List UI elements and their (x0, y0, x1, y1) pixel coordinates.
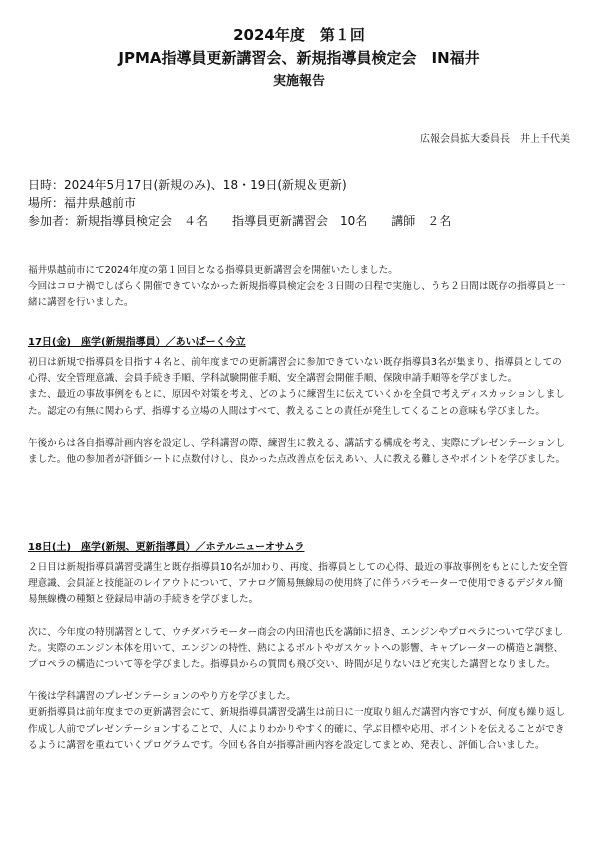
day18-paragraph-1: ２日目は新規指導員講習受講生と既存指導員10名が加わり、再度、指導員としての心得、最近の事故事例をもとにした安全管理意識、会員証と技能証のレイアウトについて、アナログ簡易無線局の使用終了に伴うパラモーターで使用できるデジタル簡易無線機の種類と登録局申請の手続きを学びました。 (28, 562, 568, 606)
event-info (28, 176, 451, 230)
event-date: 日時：2024年5月17日(新規のみ)、18・19日(新規＆更新) (28, 178, 347, 192)
day17-paragraph-2: また、最近の事故事例をもとに、原因や対策を考え、どのように練習生に伝えていくかを全員で考えディスカッションしました。認定の有無に関わらず、指導する立場の人間はすべて、教えることの責任が発生してくることの意味も学びました。 (28, 389, 565, 417)
paragraph-gap (28, 420, 570, 436)
day17-paragraph-3: 午後からは各自指導計画内容を設定し、学科講習の際、練習生に教える、講話する構成を考え、実際にプレゼンテーションしました。他の参加者が評価シートに点数付けし、良かった点改善点を伝えあい、人に教える難しさやポイントを学びました。 (28, 437, 566, 466)
title-report-line: 実施報告 (272, 74, 325, 89)
author-credit: 広報会員拡大委員長 井上千代美 (420, 134, 570, 145)
day17-section (28, 335, 570, 468)
report-title (0, 24, 598, 93)
event-participants: 参加者：新規指導員検定会 ４名 指導員更新講習会 10名 講師 ２名 (28, 214, 452, 228)
intro-section (28, 263, 570, 312)
day18-section (28, 540, 570, 754)
day18-paragraph-3b: 更新指導員は前年度までの更新講習会にて、新規指導員講習受講生は前日に一度取り組んだ講習内容ですが、何度も繰り返し作成し人前でプレゼンテーションすることで、人によりわかりやすく的確に、学ぶ目標や応用、ポイントを伝えることができるように講習を重ねていくプログラムです。今回も各自が指導計画内容を設定してまとめ、発表し、評価し合いました。 (28, 707, 566, 751)
intro-paragraph-1: 福井県越前市にて2024年度の第１回目となる指導員更新講習会を開催いたしました。 (28, 265, 398, 276)
title-year-line: 2024年度 第１回 (233, 26, 365, 44)
day18-heading: 18日(土) 座学(新規、更新指導員）／ホテルニューオサムラ (28, 542, 305, 553)
title-event-line: JPMA指導員更新講習会、新規指導員検定会 IN福井 (118, 49, 480, 67)
event-place: 場所：福井県越前市 (28, 196, 137, 210)
day17-heading: 17日(金) 座学(新規指導員）／あいぱーく今立 (28, 337, 246, 348)
day18-paragraph-2: 次に、今年度の特別講習として、ウチダパラモーター商会の内田清也氏を講師に招き、エンジンやプロペラについて学びました。実際のエンジン本体を用いて、エンジンの特性、熱によるボルトやガスケットへの影響、キャブレーターの構造と調整、プロペラの構造について等を学びました。指導員からの質問も飛び交い、時間が足りないほど充実した講習となりました。 (28, 626, 564, 671)
day17-paragraph-1: 初日は新規で指導員を目指す４名と、前年度までの更新講習会に参加できていない既存指導員3名が集まり、指導員としての心得、安全管理意識、会員手続き手順、学科試験開催手順、安全講習会開催手順、保険申請手順等を学びました。 (28, 357, 562, 385)
paragraph-gap (28, 673, 570, 689)
day18-paragraph-3a: 午後は学科講習のプレゼンテーションのやり方を学びました。 (28, 691, 296, 703)
paragraph-gap (28, 609, 570, 625)
intro-paragraph-2: 今回はコロナ禍でしばらく開催できていなかった新規指導員検定会を３日間の日程で実施し、うち２日間は既存の指導員と一緒に講習を行いました。 (28, 281, 566, 309)
